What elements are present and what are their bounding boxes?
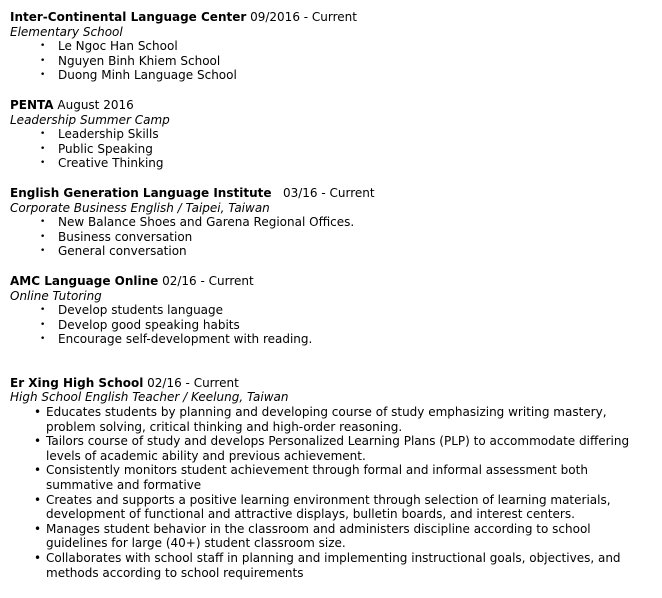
spacer (10, 83, 650, 98)
list-item: • New Balance Shoes and Garena Regional Offices. (10, 215, 650, 230)
experience-entry (10, 186, 650, 259)
bullet-list (10, 215, 650, 259)
bullet-list (10, 127, 650, 171)
role-title: High School English Teacher / Keelung, Taiwan (10, 390, 289, 405)
role-title: Corporate Business English / Taipei, Taiwan (10, 200, 270, 215)
list-item: • Business conversation (10, 230, 650, 245)
experience-entry (10, 10, 650, 83)
spacer (10, 171, 650, 186)
organization-name: AMC Language Online (10, 273, 159, 288)
experience-entry (10, 274, 650, 347)
list-item: • Creative Thinking (10, 156, 650, 171)
bullet-list (10, 303, 650, 347)
organization-name: PENTA (10, 97, 54, 112)
spacer (10, 347, 650, 376)
list-item: • Manages student behavior in the classroom and administers discipline according to school guidelines for large (40+) student classroom size. (10, 522, 650, 551)
spacer (10, 259, 650, 274)
employment-dates: 09/2016 - Current (246, 10, 357, 24)
organization-name: English Generation Language Institute (10, 185, 272, 200)
list-item: • Collaborates with school staff in planning and implementing instructional goals, objectives, and methods according to school requirements (10, 551, 650, 580)
entry-header (10, 10, 650, 25)
entry-header (10, 274, 650, 289)
experience-entry (10, 98, 650, 171)
list-item: • Develop students language (10, 303, 650, 318)
list-item: • Encourage self-development with reading. (10, 332, 650, 347)
role-title: Elementary School (10, 24, 123, 39)
list-item: • Leadership Skills (10, 127, 650, 142)
list-item: • Duong Minh Language School (10, 68, 650, 83)
experience-entry (10, 376, 650, 580)
employment-dates: 02/16 - Current (143, 375, 239, 390)
role-title: Leadership Summer Camp (10, 112, 170, 127)
entry-header (10, 98, 650, 113)
role-title: Online Tutoring (10, 288, 102, 303)
bullet-list (10, 39, 650, 83)
list-item: • Develop good speaking habits (10, 318, 650, 333)
list-item: • Nguyen Binh Khiem School (10, 54, 650, 69)
organization-name: Er Xing High School (10, 375, 144, 390)
list-item: • Educates students by planning and developing course of study emphasizing writing mastery, problem solving, critical thinking and high-order reasoning. (10, 405, 650, 434)
list-item: • Public Speaking (10, 142, 650, 157)
list-item: • Tailors course of study and develops Personalized Learning Plans (PLP) to accommodate differing levels of academic ability and previous achievement. (10, 434, 650, 463)
employment-dates: August 2016 (53, 97, 134, 112)
list-item: • Creates and supports a positive learning environment through selection of learning materials, development of functional and attractive displays, bulletin boards, and interest centers. (10, 493, 650, 522)
organization-name: Inter-Continental Language Center (10, 10, 247, 24)
list-item: • Le Ngoc Han School (10, 39, 650, 54)
bullet-list (10, 405, 650, 580)
list-item: • Consistently monitors student achievement through formal and informal assessment both summative and formative (10, 463, 650, 492)
entry-header (10, 186, 650, 201)
employment-dates: 02/16 - Current (158, 273, 254, 288)
list-item: • General conversation (10, 244, 650, 259)
entry-header (10, 376, 650, 391)
employment-dates: 03/16 - Current (271, 185, 375, 200)
resume-experience-section (10, 10, 650, 580)
